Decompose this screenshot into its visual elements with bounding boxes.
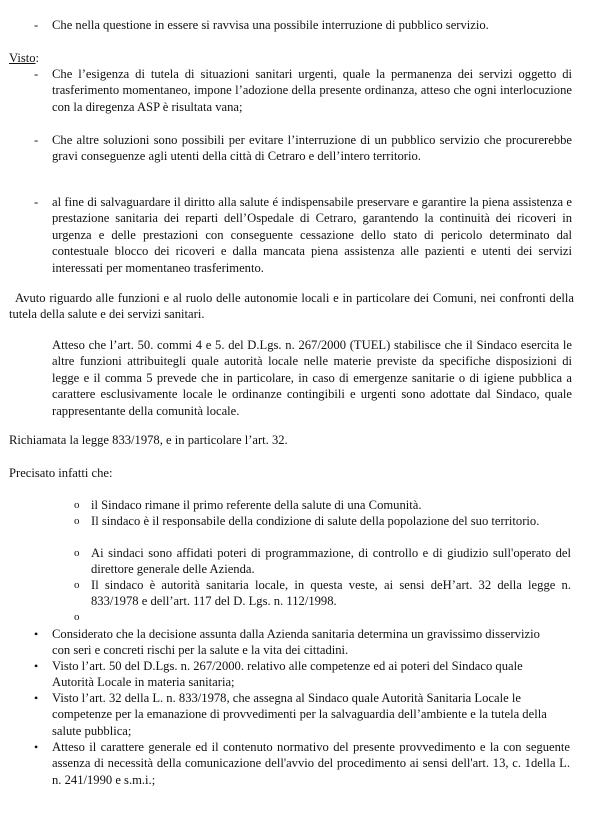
circle-bullet: o — [74, 611, 80, 623]
precisato-item: il Sindaco rimane il primo referente della salute di una Comunità. — [91, 498, 422, 512]
atteso-carattere-item: Atteso il carattere generale ed il contenuto normativo del presente provvedimento e la con seguente assenza di necessità della comunicazione dell'avvio del procedimento ai sensi dell'art. 13, c. 1della L. n. 241/1990 e s.m.i.; — [52, 740, 570, 787]
circle-bullet: o — [74, 515, 80, 527]
visto-heading — [9, 50, 39, 66]
precisato-heading: Precisato infatti che: — [9, 466, 113, 480]
precisato-item: Ai sindaci sono affidati poteri di programmazione, di controllo e di giudizio sull'operato del direttore generale delle Azienda. — [91, 546, 571, 577]
visto-item: Che l’esigenza di tutela di situazioni sanitari urgenti, quale la permanenza dei servizi oggetto di trasferimento momentaneo, impone l’adozione della presente ordinanza, atteso che ogni interlocuzione con la diregenza ASP è risultata vana; — [52, 67, 572, 114]
visto-item: Che altre soluzioni sono possibili per evitare l’interruzione di un pubblico servizio che procurerebbe gravi conseguenze agli utenti della città di Cetraro e dell’intero territorio. — [52, 133, 572, 164]
atteso-tuel-paragraph: Atteso che l’art. 50. commi 4 e 5. del D.Lgs. n. 267/2000 (TUEL) stabilisce che il Sindaco esercita le altre funzioni attribuitegli quale autorità locale nelle materie previste da specifiche disposizioni di legge e il comma 5 prevede che in particolare, in caso di emergenze sanitarie o di igiene pubblica a carattere esclusivamente locale le ordinanze contingibili e urgenti sono adottate dal Sindaco, quale rappresentante della comunità locale. — [52, 338, 572, 418]
dash-marker: - — [34, 133, 39, 147]
visto-art50-item: Visto l’art. 50 del D.Lgs. n. 267/2000. relativo alle competenze ed ai poteri del Sindaco quale Autorità Locale in materia sanitaria; — [52, 659, 523, 690]
circle-bullet: o — [74, 499, 80, 511]
precisato-item: Il sindaco è il responsabile della condizione di salute della popolazione del suo territorio. — [91, 514, 540, 528]
avuto-paragraph: Avuto riguardo alle funzioni e al ruolo delle autonomie locali e in particolare dei Comuni, nei confronti della tutela della salute e dei servizi sanitari. — [9, 291, 574, 322]
visto-art32-item: Visto l’art. 32 della L. n. 833/1978, che assegna al Sindaco quale Autorità Sanitaria Locale le competenze per la emanazione di provvedimenti per la salvaguardia dell’ambiente e la tutela della salute pubblica; — [52, 691, 547, 738]
interruption-paragraph: Che nella questione in essere si ravvisa una possibile interruzione di pubblico servizio. — [52, 18, 489, 32]
precisato-item: Il sindaco è autorità sanitaria locale, in questa veste, ai sensi deH’art. 32 della legge n. 833/1978 e dell’art. 117 del D. Lgs. n. 112/1998. — [91, 578, 571, 609]
considerato-item: Considerato che la decisione assunta dalla Azienda sanitaria determina un gravissimo disservizio con seri e concreti rischi per la salute e la vita dei cittadini. — [52, 627, 540, 658]
circle-bullet: o — [74, 547, 80, 559]
bullet-marker: • — [34, 740, 39, 754]
dash-marker: - — [34, 195, 39, 209]
bullet-marker: • — [34, 627, 39, 641]
bullet-marker: • — [34, 659, 39, 673]
visto-colon: : — [35, 51, 40, 65]
richiamata-paragraph: Richiamata la legge 833/1978, e in particolare l’art. 32. — [9, 433, 288, 447]
dash-marker: - — [34, 67, 39, 81]
dash-marker: - — [34, 18, 39, 32]
visto-label: Visto — [9, 51, 36, 65]
bullet-marker: • — [34, 691, 39, 705]
visto-item: al fine di salvaguardare il diritto alla salute é indispensabile preservare e garantire la piena assistenza e prestazione sanitaria dei reparti dell’Ospedale di Cetraro, garantendo la continuità dei ricoveri in urgenza e delle prestazioni con conseguente cessazione dello stato di pericolo determinato dal contestuale blocco dei ricoveri e dalla mancata piena assistenza alle pazienti e utenti dei servizi interessati per momentaneo trasferimento. — [52, 195, 572, 275]
circle-bullet: o — [74, 579, 80, 591]
